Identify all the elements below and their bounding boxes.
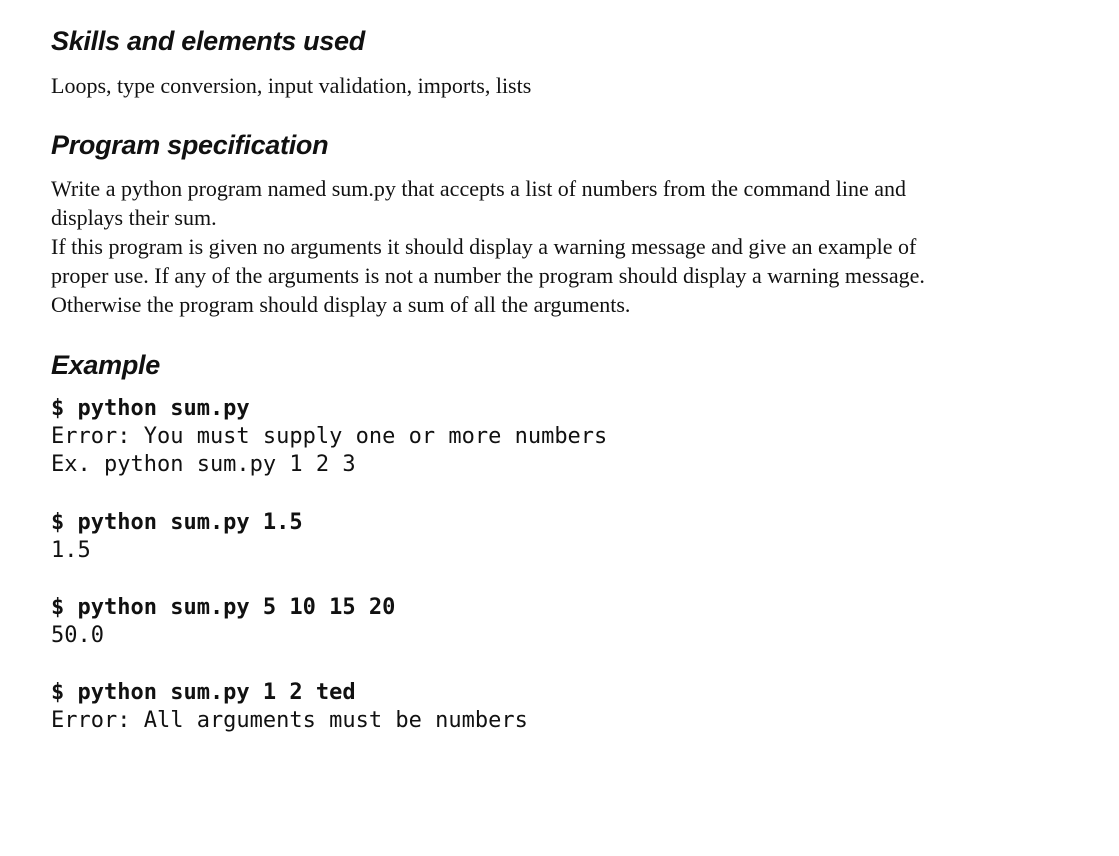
example-command: $ python sum.py xyxy=(51,396,250,421)
skills-text: Loops, type conversion, input validation, imports, lists xyxy=(51,73,532,98)
spec-line: proper use. If any of the arguments is not a number the program should display a warning message. xyxy=(51,263,925,288)
example-command: $ python sum.py 1.5 xyxy=(51,510,303,535)
section-heading-skills: Skills and elements used xyxy=(51,26,365,56)
section-heading-example: Example xyxy=(51,350,160,380)
example-run-single-number xyxy=(51,509,303,565)
example-run-invalid-arg xyxy=(51,679,528,735)
example-run-multiple-numbers xyxy=(51,594,395,650)
spec-line: displays their sum. xyxy=(51,205,217,230)
example-output: Error: You must supply one or more numbers xyxy=(51,424,608,449)
example-command: $ python sum.py 1 2 ted xyxy=(51,680,356,705)
section-heading-spec: Program specification xyxy=(51,130,329,160)
spec-line: Otherwise the program should display a sum of all the arguments. xyxy=(51,292,631,317)
example-command: $ python sum.py 5 10 15 20 xyxy=(51,595,396,620)
example-output: Error: All arguments must be numbers xyxy=(51,708,528,733)
spec-line: Write a python program named sum.py that accepts a list of numbers from the command line and xyxy=(51,176,907,201)
example-output: 1.5 xyxy=(51,538,91,563)
spec-paragraph xyxy=(51,174,925,319)
spec-line: If this program is given no arguments it should display a warning message and give an example of xyxy=(51,234,917,259)
example-output: 50.0 xyxy=(51,623,104,648)
example-output: Ex. python sum.py 1 2 3 xyxy=(51,452,356,477)
example-run-no-args xyxy=(51,395,607,479)
